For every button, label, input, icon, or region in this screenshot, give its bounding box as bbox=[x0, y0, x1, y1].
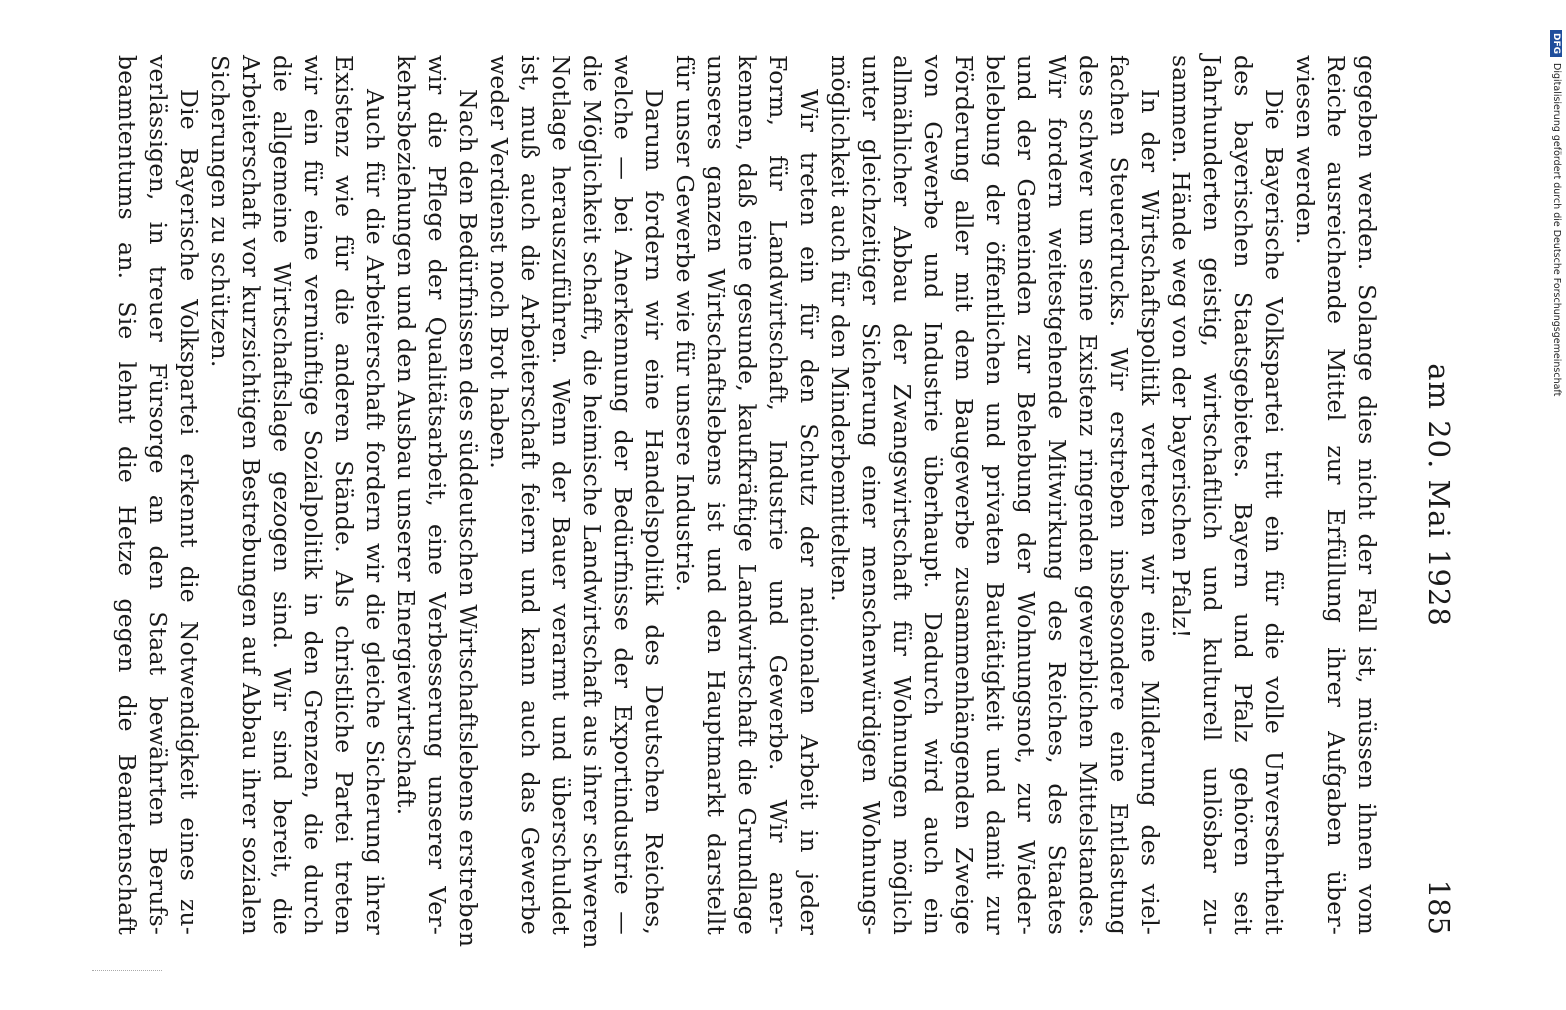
text-line: Sicherungen zu schützen. bbox=[206, 55, 234, 368]
page-date-heading: am 20. Mai 1928 bbox=[1422, 363, 1456, 627]
credit-line: Digitalisierung gefördert durch die Deutsche Forschungsgemeinschaft bbox=[1551, 63, 1562, 397]
text-line: Jahrhunderten geistig, wirtschaftlich und kulturell unlösbar zu- bbox=[1198, 55, 1226, 935]
rotated-document-page bbox=[113, 55, 1460, 949]
text-line: weder Verdienst noch Brot haben. bbox=[485, 55, 513, 469]
text-line: kennen, daß eine gesunde, kaufkräftige Landwirtschaft die Grundlage bbox=[733, 55, 761, 935]
text-line: ist, muß auch die Arbeiterschaft feiern und kann auch das Gewerbe bbox=[516, 55, 544, 935]
page-number: 185 bbox=[1422, 879, 1456, 935]
scan-artifact bbox=[92, 970, 162, 975]
text-line: Notlage herauszuführen. Wenn der Bauer verarmt und überschuldet bbox=[547, 55, 575, 935]
text-line: Wir fordern weitestgehende Mitwirkung des Reiches, des Staates bbox=[1043, 55, 1071, 935]
text-line: wir ein für eine vernünftige Sozialpolitik in den Grenzen, die durch bbox=[299, 55, 327, 935]
text-line: des schwer um seine Existenz ringenden gewerblichen Mittelstandes. bbox=[1074, 55, 1102, 935]
text-line: Die Bayerische Volkspartei erkennt die Notwendigkeit eines zu- bbox=[175, 89, 203, 935]
text-line: möglichkeit auch für den Minderbemittelten. bbox=[826, 55, 854, 602]
text-line: wiesen werden. bbox=[1291, 55, 1319, 245]
text-line: des bayerischen Staatsgebietes. Bayern und Pfalz gehören seit bbox=[1229, 55, 1257, 935]
dfg-logo: DFG bbox=[1550, 30, 1562, 57]
text-line: verlässigen, in treuer Fürsorge an den Staat bewährten Berufs- bbox=[144, 55, 172, 935]
text-line: Form, für Landwirtschaft, Industrie und Gewerbe. Wir aner- bbox=[764, 55, 792, 935]
text-line: Förderung aller mit dem Baugewerbe zusammenhängenden Zweige bbox=[950, 55, 978, 935]
text-line: Reiche ausreichende Mittel zur Erfüllung ihrer Aufgaben über- bbox=[1322, 55, 1350, 935]
text-line: In der Wirtschaftspolitik vertreten wir eine Milderung des viel- bbox=[1136, 89, 1164, 935]
text-line: Arbeiterschaft vor kurzsichtigen Bestrebungen auf Abbau ihrer sozialen bbox=[237, 55, 265, 935]
text-line: fachen Steuerdrucks. Wir erstreben insbesondere eine Entlastung bbox=[1105, 55, 1133, 935]
text-line: Die Bayerische Volkspartei tritt ein für die volle Unversehrtheit bbox=[1260, 89, 1288, 935]
text-line: beamtentums an. Sie lehnt die Hetze gegen die Beamtenschaft bbox=[113, 55, 141, 935]
digitization-credit bbox=[1549, 10, 1563, 1000]
text-line: die Möglichkeit schafft, die heimische Landwirtschaft aus ihrer schweren bbox=[578, 55, 606, 949]
text-line: wir die Pflege der Qualitätsarbeit, eine Verbesserung unserer Ver- bbox=[423, 55, 451, 935]
text-line: die allgemeine Wirtschaftslage gezogen sind. Wir sind bereit, die bbox=[268, 55, 296, 935]
page-header bbox=[1410, 55, 1460, 935]
digitization-credit-text bbox=[1549, 30, 1563, 1010]
text-line: sammen. Hände weg von der bayerischen Pfalz! bbox=[1167, 55, 1195, 639]
text-line: von Gewerbe und Industrie überhaupt. Dadurch wird auch ein bbox=[919, 55, 947, 935]
text-line: Existenz wie für die anderen Stände. Als christliche Partei treten bbox=[330, 55, 358, 935]
text-line: belebung der öffentlichen und privaten Bautätigkeit und damit zur bbox=[981, 55, 1009, 935]
text-line: welche — bei Anerkennung der Bedürfnisse der Exportindustrie — bbox=[609, 55, 637, 935]
text-line: Auch für die Arbeiterschaft fordern wir die gleiche Sicherung ihrer bbox=[361, 89, 389, 935]
text-line: Darum fordern wir eine Handelspolitik des Deutschen Reiches, bbox=[640, 89, 668, 935]
text-line: unter gleichzeitiger Sicherung einer menschenwürdigen Wohnungs- bbox=[857, 55, 885, 935]
text-line: kehrsbeziehungen und den Ausbau unserer Energiewirtschaft. bbox=[392, 55, 420, 816]
page-body-text bbox=[113, 55, 1382, 949]
text-line: gegeben werden. Solange dies nicht der Fall ist, müssen ihnen vom bbox=[1353, 55, 1381, 935]
text-line: und der Gemeinden zur Behebung der Wohnungsnot, zur Wieder- bbox=[1012, 55, 1040, 935]
text-line: Nach den Bedürfnissen des süddeutschen Wirtschaftslebens erstreben bbox=[454, 89, 482, 948]
text-line: Wir treten ein für den Schutz der nationalen Arbeit in jeder bbox=[795, 89, 823, 935]
text-line: für unser Gewerbe wie für unsere Industrie. bbox=[671, 55, 699, 593]
text-line: unseres ganzen Wirtschaftslebens ist und den Hauptmarkt darstellt bbox=[702, 55, 730, 935]
text-line: allmählicher Abbau der Zwangswirtschaft für Wohnungen möglich bbox=[888, 55, 916, 935]
